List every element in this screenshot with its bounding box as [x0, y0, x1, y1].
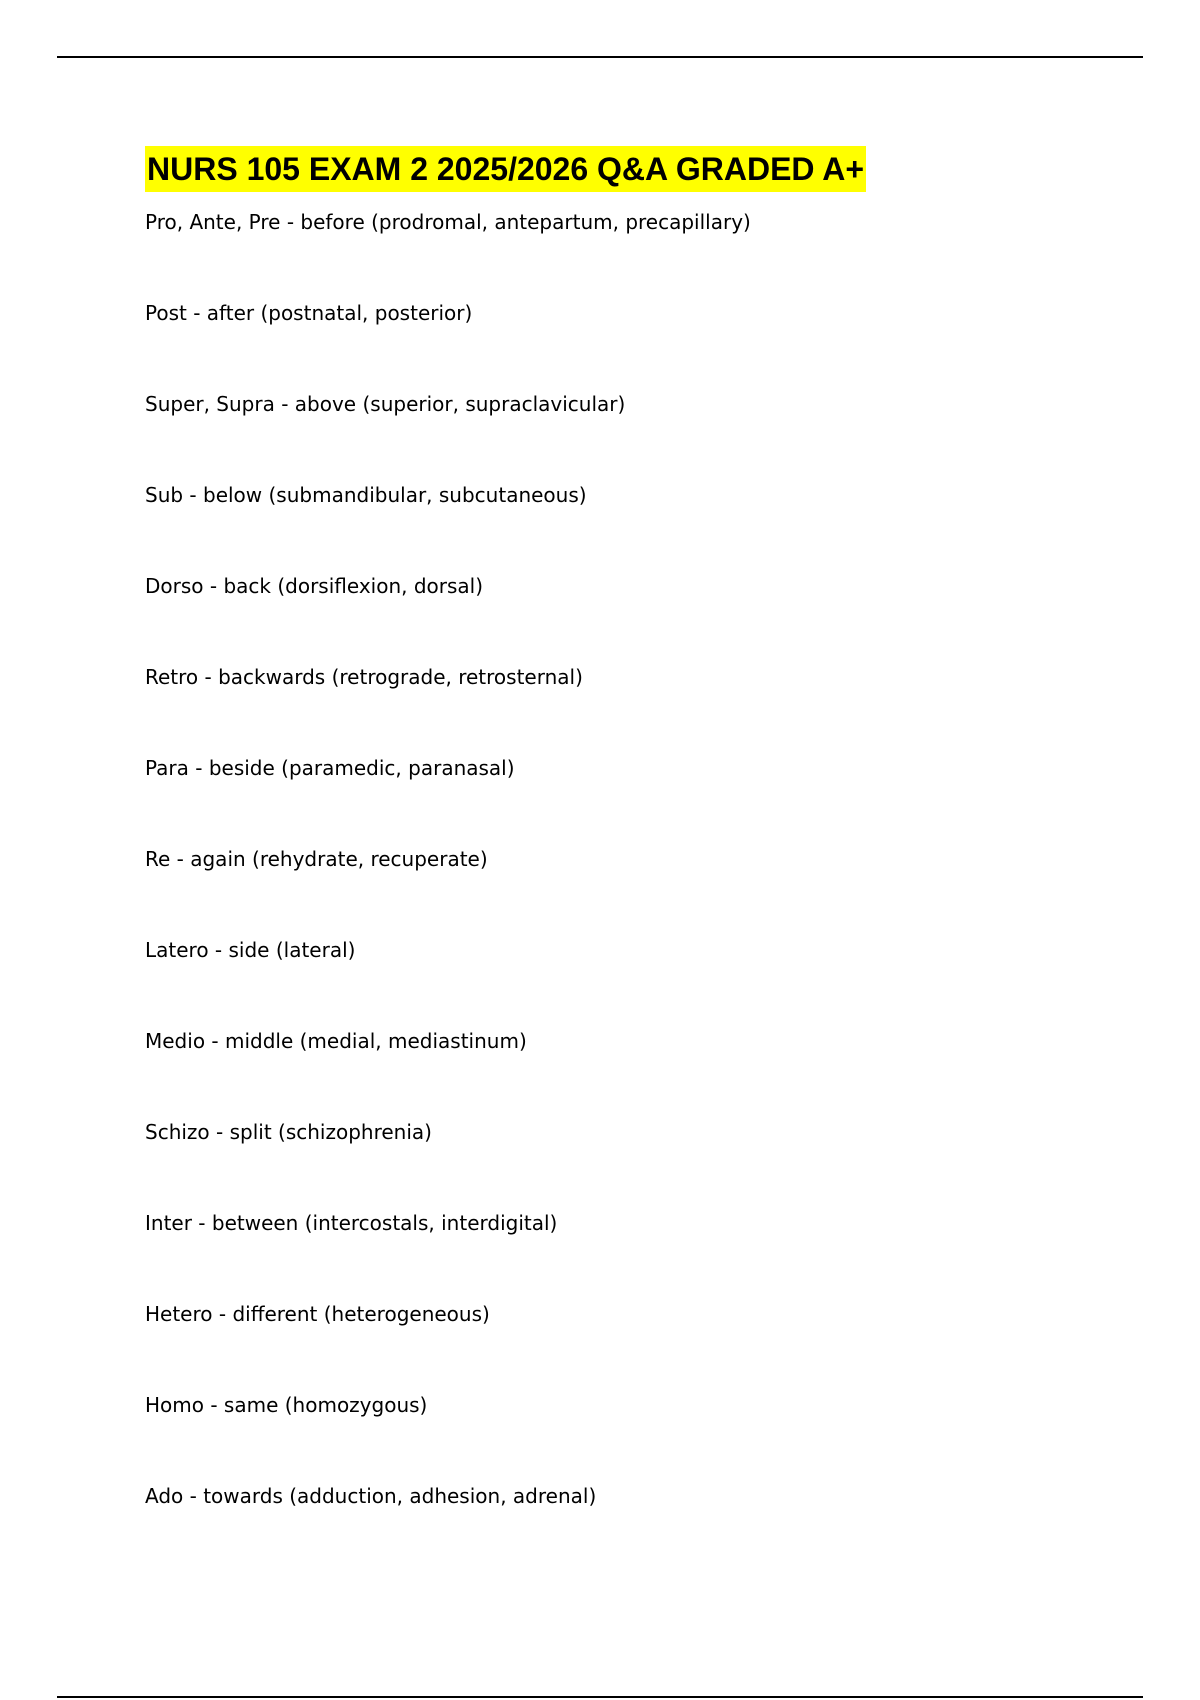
term-entry: Medio - middle (medial, mediastinum): [145, 1029, 527, 1053]
term-entry: Hetero - different (heterogeneous): [145, 1302, 490, 1326]
footer-rule: [57, 1696, 1143, 1698]
term-entry: Sub - below (submandibular, subcutaneous): [145, 483, 587, 507]
term-entry: Inter - between (intercostals, interdigital): [145, 1211, 558, 1235]
term-entry: Re - again (rehydrate, recuperate): [145, 847, 488, 871]
term-list: [145, 208, 751, 1573]
title-block: [145, 146, 866, 192]
term-entry: Retro - backwards (retrograde, retrosternal): [145, 665, 583, 689]
header-rule: [57, 56, 1143, 58]
term-entry: Schizo - split (schizophrenia): [145, 1120, 432, 1144]
term-entry: Dorso - back (dorsiflexion, dorsal): [145, 574, 484, 598]
term-entry: Ado - towards (adduction, adhesion, adrenal): [145, 1484, 597, 1508]
term-entry: Post - after (postnatal, posterior): [145, 301, 473, 325]
term-entry: Para - beside (paramedic, paranasal): [145, 756, 515, 780]
term-entry: Pro, Ante, Pre - before (prodromal, antepartum, precapillary): [145, 210, 751, 234]
term-entry: Super, Supra - above (superior, supraclavicular): [145, 392, 626, 416]
document-title: NURS 105 EXAM 2 2025/2026 Q&A GRADED A+: [145, 146, 866, 192]
term-entry: Latero - side (lateral): [145, 938, 356, 962]
term-entry: Homo - same (homozygous): [145, 1393, 428, 1417]
